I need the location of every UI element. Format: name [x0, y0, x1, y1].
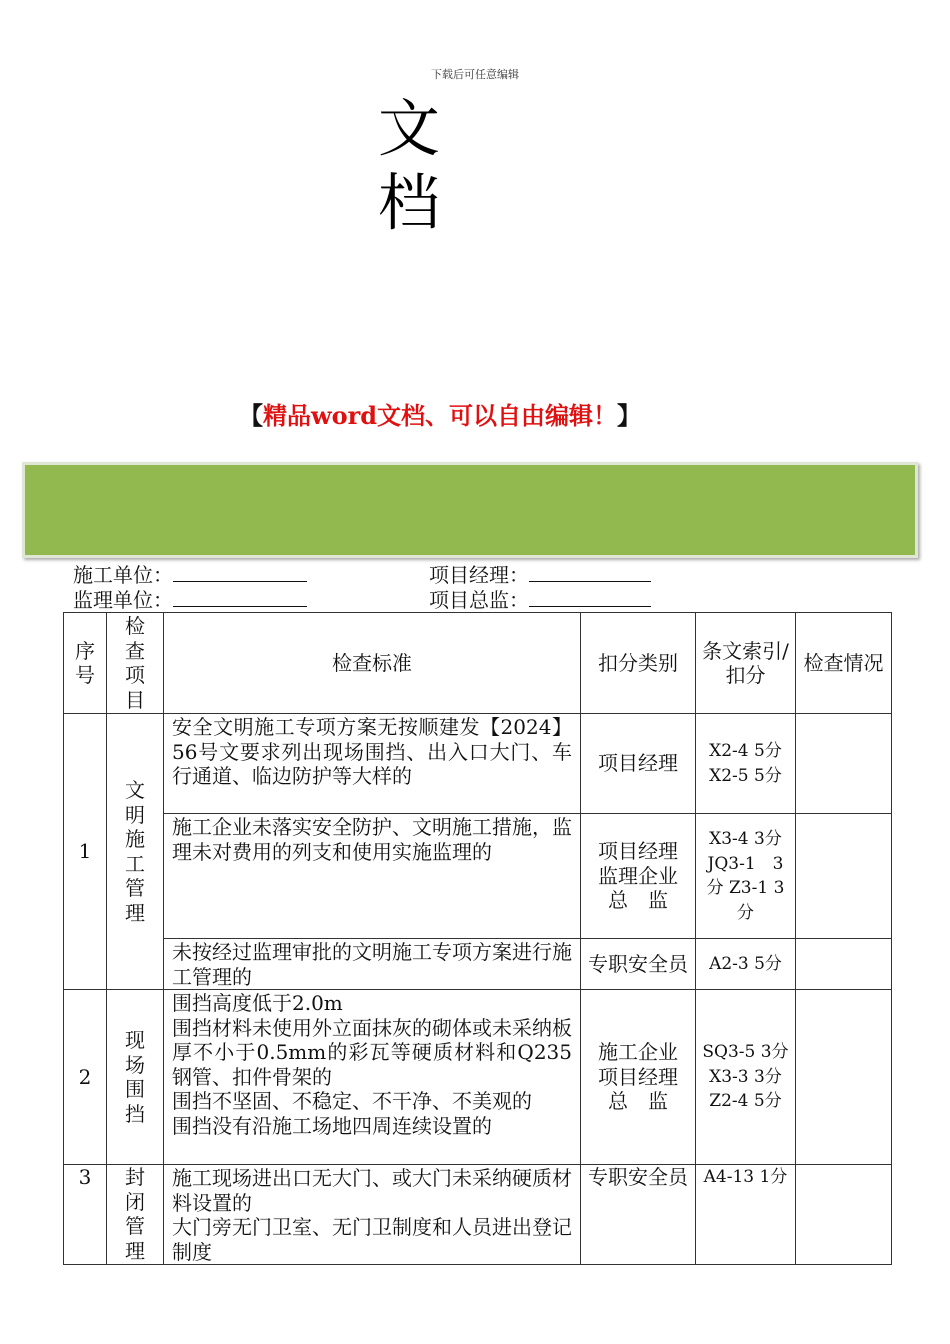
status-cell[interactable]	[796, 939, 892, 990]
standard-line: 大门旁无门卫室、无门卫制度和人员进出登记制度	[172, 1215, 572, 1264]
project-manager-label: 项目经理：	[429, 563, 529, 587]
table-row	[64, 939, 892, 990]
project-manager-field[interactable]	[529, 563, 651, 582]
header-reference: 条文索引/扣分	[696, 613, 796, 714]
category-cell: 专职安全员	[581, 1165, 696, 1265]
supervision-unit-field[interactable]	[173, 588, 307, 607]
header-standard: 检查标准	[164, 613, 581, 714]
promo-banner-text	[0, 396, 880, 431]
status-cell[interactable]	[796, 1165, 892, 1265]
info-row-2	[73, 588, 651, 612]
reference-cell: A2-3 5分	[696, 939, 796, 990]
group-2-seq: 2	[64, 990, 107, 1165]
table-row	[64, 814, 892, 939]
chief-supervisor-label: 项目总监：	[429, 588, 529, 612]
standard-line: 围挡材料未使用外立面抹灰的砌体或未采纳板厚不小于0.5mm的彩瓦等硬质材料和Q235钢管、扣件骨架的	[172, 1015, 572, 1089]
category-cell: 施工企业 项目经理 总 监	[581, 990, 696, 1165]
big-title-char-2: 档	[378, 166, 441, 239]
standard-cell: 未按经过监理审批的文明施工专项方案进行施工管理的	[164, 939, 581, 990]
standard-line: 围挡高度低于2.0m	[172, 991, 343, 1015]
promo-text: 精品word文档、可以自由编辑！	[262, 401, 618, 430]
standard-cell	[164, 990, 581, 1165]
group-3-item: 封闭管理	[107, 1165, 164, 1265]
chief-supervisor-field[interactable]	[529, 588, 651, 607]
status-cell[interactable]	[796, 990, 892, 1165]
group-1-item: 文明施工管理	[107, 714, 164, 990]
construction-unit-field[interactable]	[173, 563, 307, 582]
group-3-seq: 3	[64, 1165, 107, 1265]
standard-cell: 安全文明施工专项方案无按顺建发【2024】56号文要求列出现场围挡、出入口大门、车行通道、临边防护等大样的	[164, 714, 581, 814]
category-cell: 专职安全员	[581, 939, 696, 990]
green-banner	[22, 462, 918, 558]
big-title	[378, 92, 458, 240]
standard-line: 围挡不坚固、不稳定、不干净、不美观的	[172, 1089, 532, 1113]
group-2-item: 现场围挡	[107, 990, 164, 1165]
table-row	[64, 990, 892, 1165]
category-cell: 项目经理	[581, 714, 696, 814]
construction-unit-label: 施工单位：	[73, 563, 173, 587]
table-header-row	[64, 613, 892, 714]
promo-open-bracket: 【	[238, 401, 263, 430]
reference-cell: SQ3-5 3分 X3-3 3分 Z2-4 5分	[696, 990, 796, 1165]
status-cell[interactable]	[796, 814, 892, 939]
reference-cell: X2-4 5分 X2-5 5分	[696, 714, 796, 814]
header-note: 下载后可任意编辑	[431, 68, 519, 81]
status-cell[interactable]	[796, 714, 892, 814]
reference-cell: X3-4 3分 JQ3-1 3分 Z3-1 3分	[696, 814, 796, 939]
reference-cell: A4-13 1分	[696, 1165, 796, 1265]
standard-line: 围挡没有沿施工场地四周连续设置的	[172, 1113, 492, 1138]
header-category: 扣分类别	[581, 613, 696, 714]
big-title-char-1: 文	[378, 92, 441, 165]
group-1-seq: 1	[64, 714, 107, 990]
table-row	[64, 1165, 892, 1265]
info-row-1	[73, 563, 651, 587]
header-seq: 序号	[64, 613, 107, 714]
standard-line: 施工现场进出口无大门、或大门未采纳硬质材料设置的	[172, 1166, 572, 1215]
promo-close-bracket: 】	[617, 401, 642, 430]
standard-cell: 施工企业未落实安全防护、文明施工措施，监理未对费用的列支和使用实施监理的	[164, 814, 581, 939]
table-row	[64, 714, 892, 814]
supervision-unit-label: 监理单位：	[73, 588, 173, 612]
inspection-table	[63, 612, 892, 1265]
header-item: 检查项目	[107, 613, 164, 714]
category-cell: 项目经理 监理企业 总 监	[581, 814, 696, 939]
standard-cell	[164, 1165, 581, 1265]
header-status: 检查情况	[796, 613, 892, 714]
